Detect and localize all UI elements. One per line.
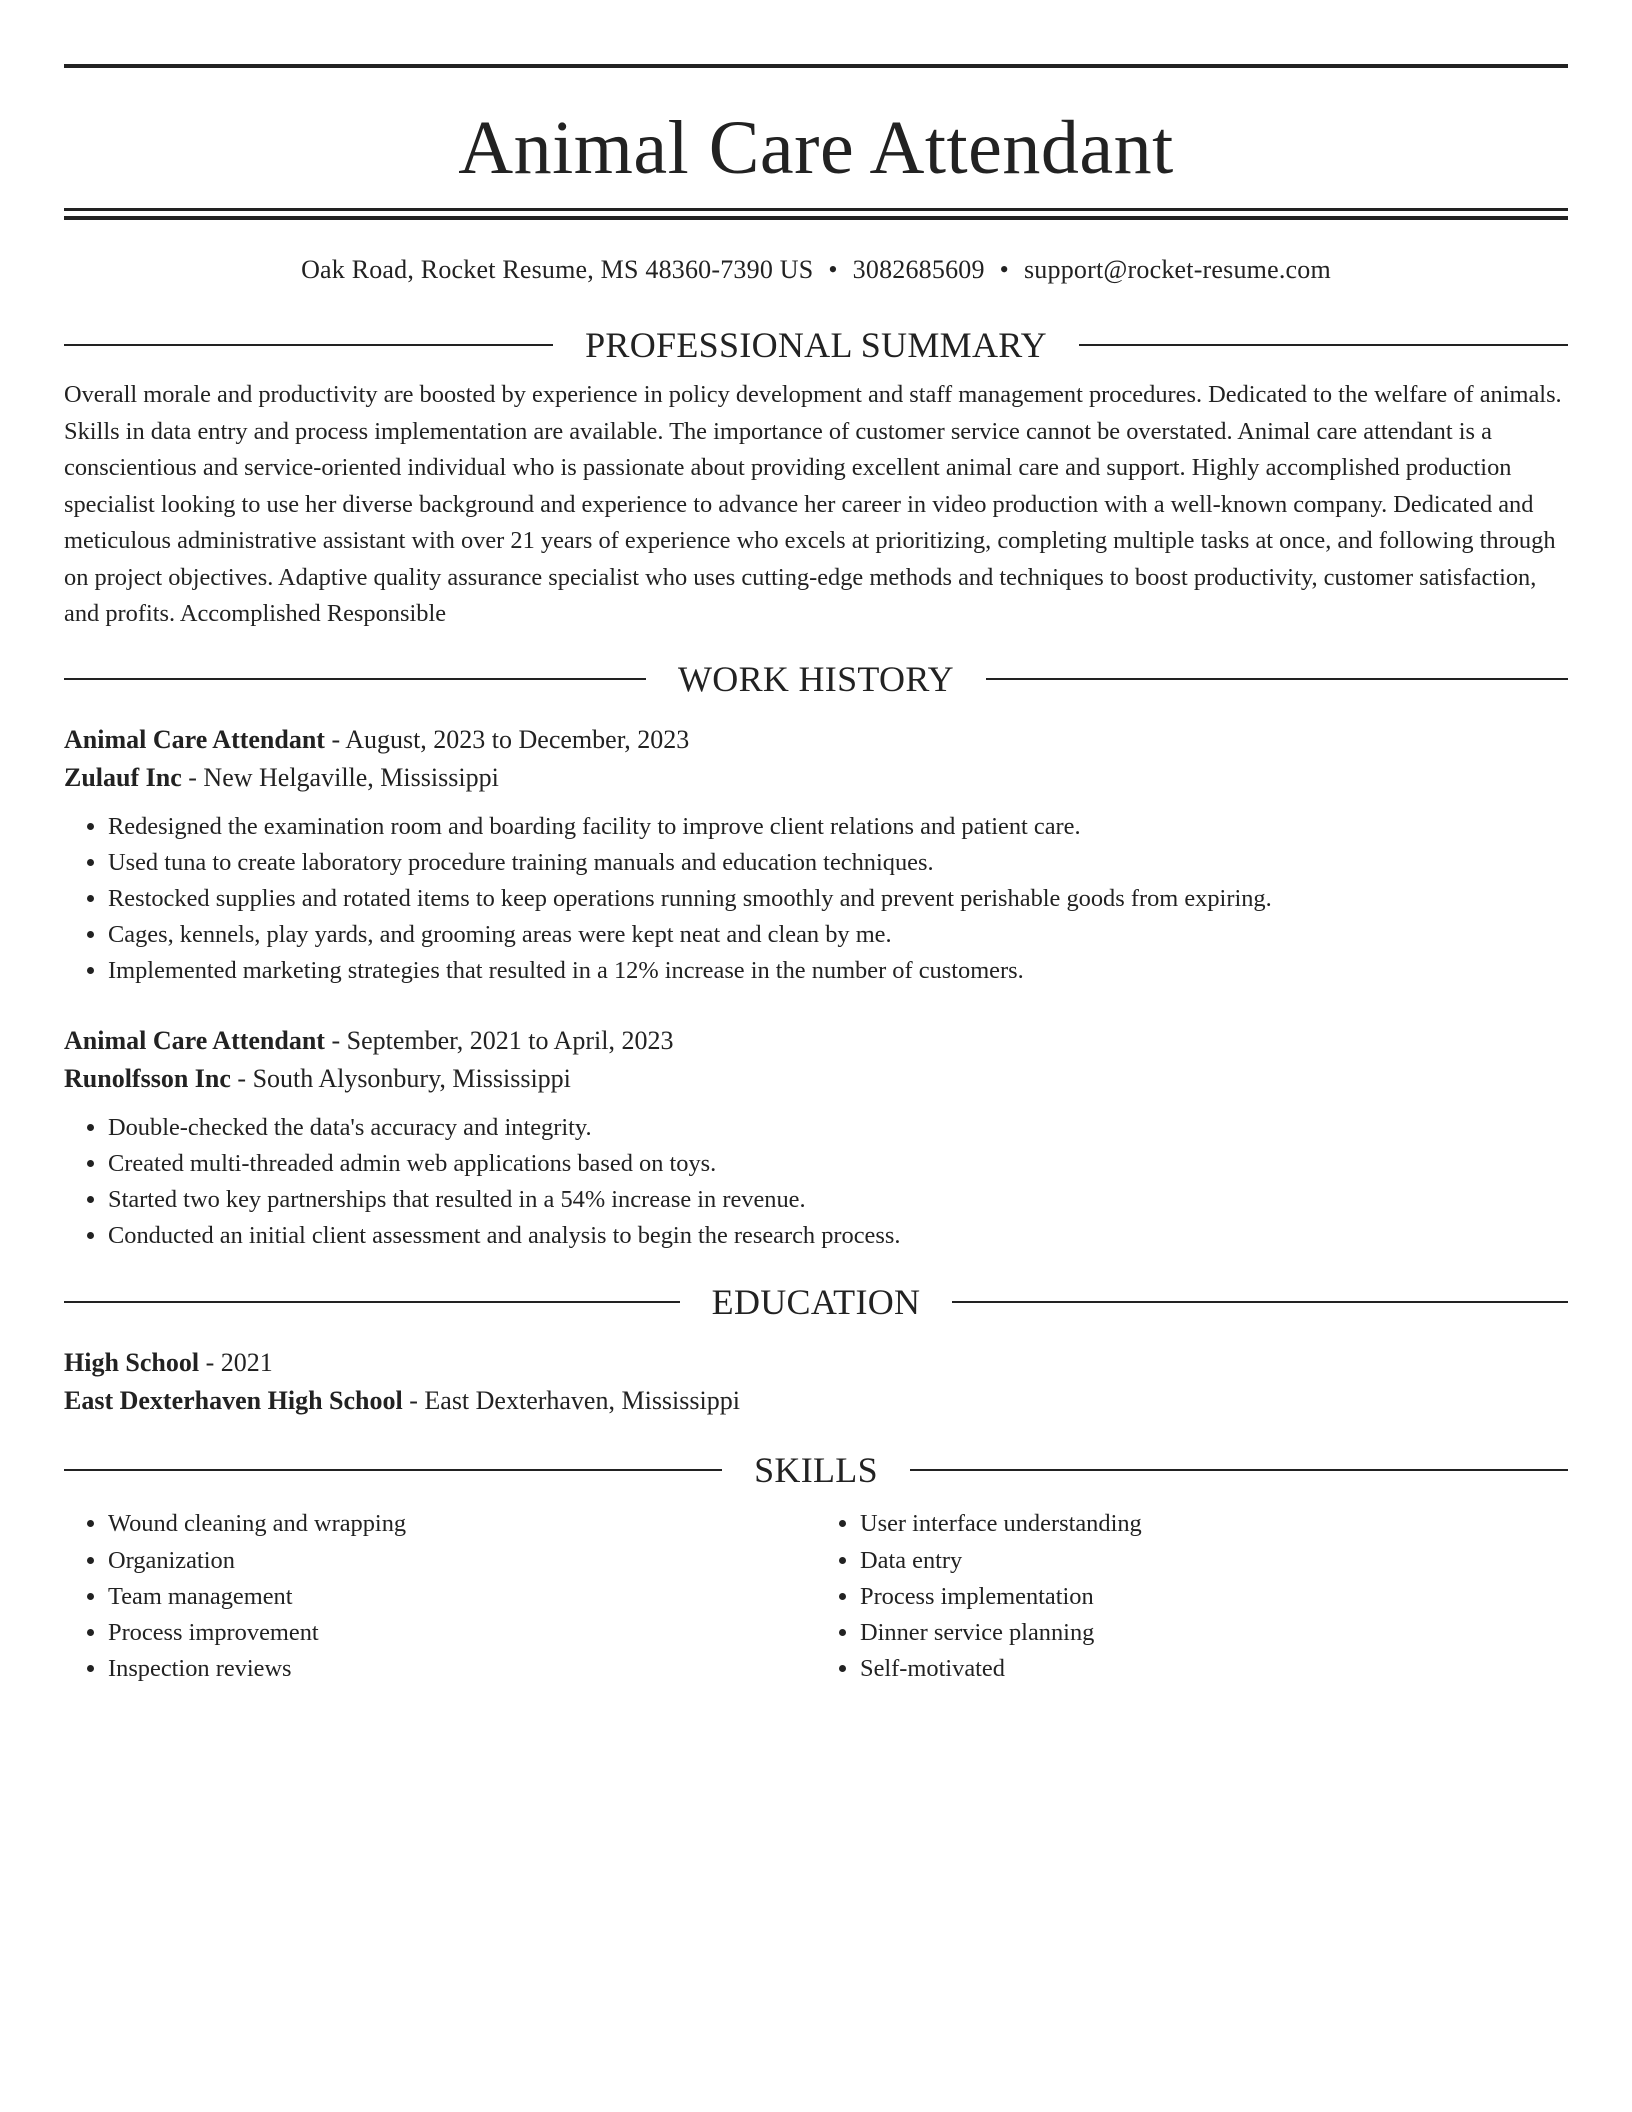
list-item: • Conducted an initial client assessment and analysis to begin the research process. [108, 1218, 1568, 1254]
job-entry [64, 1022, 1568, 1255]
job-company-line [64, 1060, 1568, 1098]
skill-item: • Process implementation [860, 1579, 1568, 1615]
contact-address: Oak Road, Rocket Resume, MS 48360-7390 US [301, 255, 814, 284]
job-bullets [64, 809, 1568, 990]
education-entry [64, 1344, 1568, 1420]
heading-rule [64, 1469, 722, 1471]
list-item: • Cages, kennels, play yards, and grooming areas were kept neat and clean by me. [108, 917, 1568, 953]
skill-item: • Process improvement [108, 1615, 816, 1651]
contact-email: support@rocket-resume.com [1023, 255, 1331, 284]
heading-rule [64, 1301, 680, 1303]
heading-rule [910, 1469, 1568, 1471]
contact-line [64, 253, 1568, 287]
skill-item: • Team management [108, 1579, 816, 1615]
title-double-rule [64, 208, 1568, 220]
job-title-line [64, 721, 1568, 759]
skill-item: • Inspection reviews [108, 1651, 816, 1687]
job-location: - South Alysonbury, Mississippi [230, 1063, 571, 1093]
skill-item: • Wound cleaning and wrapping [108, 1506, 816, 1542]
list-item: • Created multi-threaded admin web applications based on toys. [108, 1146, 1568, 1182]
resume-title: Animal Care Attendant [458, 106, 1174, 190]
skills-list [64, 1506, 1568, 1687]
skill-item: • Self-motivated [860, 1651, 1568, 1687]
resume-page [64, 64, 1568, 1687]
section-heading-summary [64, 323, 1568, 367]
education-degree-line [64, 1344, 1568, 1382]
job-entry [64, 721, 1568, 990]
job-company-line [64, 759, 1568, 797]
contact-separator: • [828, 255, 838, 284]
skill-item: • Dinner service planning [860, 1615, 1568, 1651]
list-item: • Restocked supplies and rotated items to keep operations running smoothly and prevent perishable goods from expiring. [108, 881, 1568, 917]
job-title: Animal Care Attendant [64, 1025, 325, 1055]
job-dates: - August, 2023 to December, 2023 [324, 724, 690, 754]
section-heading-education [64, 1280, 1568, 1324]
skills-column-left [64, 1506, 816, 1687]
skill-item: • Data entry [860, 1543, 1568, 1579]
heading-rule [64, 344, 553, 346]
section-title: WORK HISTORY [678, 658, 954, 699]
skills-column-right [816, 1506, 1568, 1687]
job-location: - New Helgaville, Mississippi [181, 762, 499, 792]
section-title: SKILLS [754, 1450, 878, 1491]
job-company: Zulauf Inc [64, 762, 182, 792]
list-item: • Used tuna to create laboratory procedure training manuals and education techniques. [108, 845, 1568, 881]
job-bullets [64, 1110, 1568, 1255]
section-heading-work [64, 657, 1568, 701]
education-degree: High School [64, 1348, 200, 1378]
list-item: • Implemented marketing strategies that resulted in a 12% increase in the number of customers. [108, 953, 1568, 989]
heading-rule [64, 678, 646, 680]
job-dates: - September, 2021 to April, 2023 [324, 1025, 674, 1055]
heading-rule [986, 678, 1568, 680]
list-item: • Started two key partnerships that resulted in a 54% increase in revenue. [108, 1182, 1568, 1218]
education-school: East Dexterhaven High School [64, 1386, 403, 1416]
section-heading-skills [64, 1448, 1568, 1492]
contact-phone: 3082685609 [852, 255, 985, 284]
heading-rule [952, 1301, 1568, 1303]
education-year: - 2021 [199, 1348, 273, 1378]
skill-item: • Organization [108, 1543, 816, 1579]
section-title: PROFESSIONAL SUMMARY [585, 325, 1047, 365]
education-school-line [64, 1382, 1568, 1420]
contact-separator: • [999, 255, 1009, 284]
job-title: Animal Care Attendant [64, 724, 325, 754]
section-title: EDUCATION [711, 1282, 921, 1323]
job-company: Runolfsson Inc [64, 1063, 231, 1093]
job-title-line [64, 1022, 1568, 1060]
skill-item: • User interface understanding [860, 1506, 1568, 1542]
top-rule [64, 64, 1568, 68]
summary-text: Overall morale and productivity are boosted by experience in policy development and staff management procedures. Dedicated to the welfare of animals. Skills in data entry and process implementation are available. The importance of customer service cannot be overstated. Animal care attendant is a conscientious and service-oriented individual who is passionate about providing excellent animal care and support. Highly accomplished production specialist looking to use her diverse background and experience to advance her career in video production with a well-known company. Dedicated and meticulous administrative assistant with over 21 years of experience who excels at prioritizing, completing multiple tasks at once, and following through on project objectives. Adaptive quality assurance specialist who uses cutting-edge methods and techniques to boost productivity, customer satisfaction, and profits. Accomplished Responsible [64, 381, 1562, 627]
heading-rule [1079, 344, 1568, 346]
list-item: • Double-checked the data's accuracy and integrity. [108, 1110, 1568, 1146]
education-location: - East Dexterhaven, Mississippi [402, 1386, 740, 1416]
list-item: • Redesigned the examination room and boarding facility to improve client relations and patient care. [108, 809, 1568, 845]
